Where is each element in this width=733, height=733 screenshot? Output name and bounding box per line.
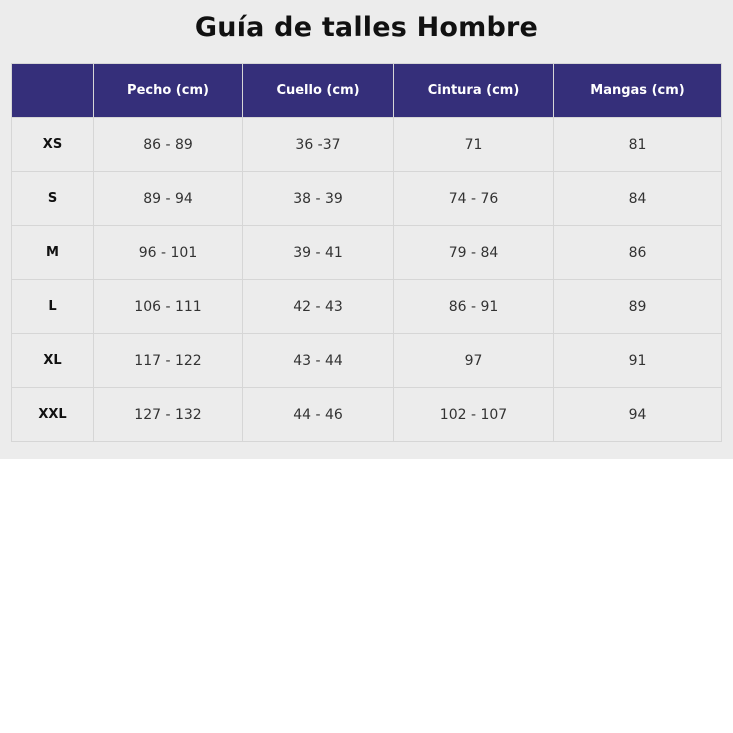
mangas-cell: 89 (554, 280, 722, 334)
cintura-cell: 79 - 84 (394, 226, 554, 280)
cintura-cell: 74 - 76 (394, 172, 554, 226)
table-row (12, 226, 722, 280)
pecho-cell: 96 - 101 (94, 226, 243, 280)
cintura-cell: 102 - 107 (394, 388, 554, 442)
page-title: Guía de talles Hombre (194, 12, 539, 43)
cuello-cell: 42 - 43 (243, 280, 394, 334)
size-label: XL (12, 334, 94, 388)
table-row (12, 334, 722, 388)
cuello-cell: 39 - 41 (243, 226, 394, 280)
header-pecho: Pecho (cm) (94, 64, 243, 118)
pecho-cell: 117 - 122 (94, 334, 243, 388)
cuello-cell: 36 -37 (243, 118, 394, 172)
cuello-cell: 43 - 44 (243, 334, 394, 388)
cintura-cell: 97 (394, 334, 554, 388)
table-row (12, 118, 722, 172)
size-label: M (12, 226, 94, 280)
mangas-cell: 94 (554, 388, 722, 442)
size-label: S (12, 172, 94, 226)
pecho-cell: 127 - 132 (94, 388, 243, 442)
mangas-cell: 84 (554, 172, 722, 226)
table-row (12, 280, 722, 334)
table-header-row (12, 64, 722, 118)
header-cintura: Cintura (cm) (394, 64, 554, 118)
size-label: XXL (12, 388, 94, 442)
pecho-cell: 106 - 111 (94, 280, 243, 334)
cintura-cell: 86 - 91 (394, 280, 554, 334)
mangas-cell: 86 (554, 226, 722, 280)
size-table (11, 63, 722, 442)
mangas-cell: 81 (554, 118, 722, 172)
pecho-cell: 86 - 89 (94, 118, 243, 172)
table-row (12, 388, 722, 442)
cuello-cell: 38 - 39 (243, 172, 394, 226)
cuello-cell: 44 - 46 (243, 388, 394, 442)
mangas-cell: 91 (554, 334, 722, 388)
header-mangas: Mangas (cm) (554, 64, 722, 118)
size-label: L (12, 280, 94, 334)
pecho-cell: 89 - 94 (94, 172, 243, 226)
cintura-cell: 71 (394, 118, 554, 172)
size-label: XS (12, 118, 94, 172)
header-cuello: Cuello (cm) (243, 64, 394, 118)
header-size (12, 64, 94, 118)
table-row (12, 172, 722, 226)
